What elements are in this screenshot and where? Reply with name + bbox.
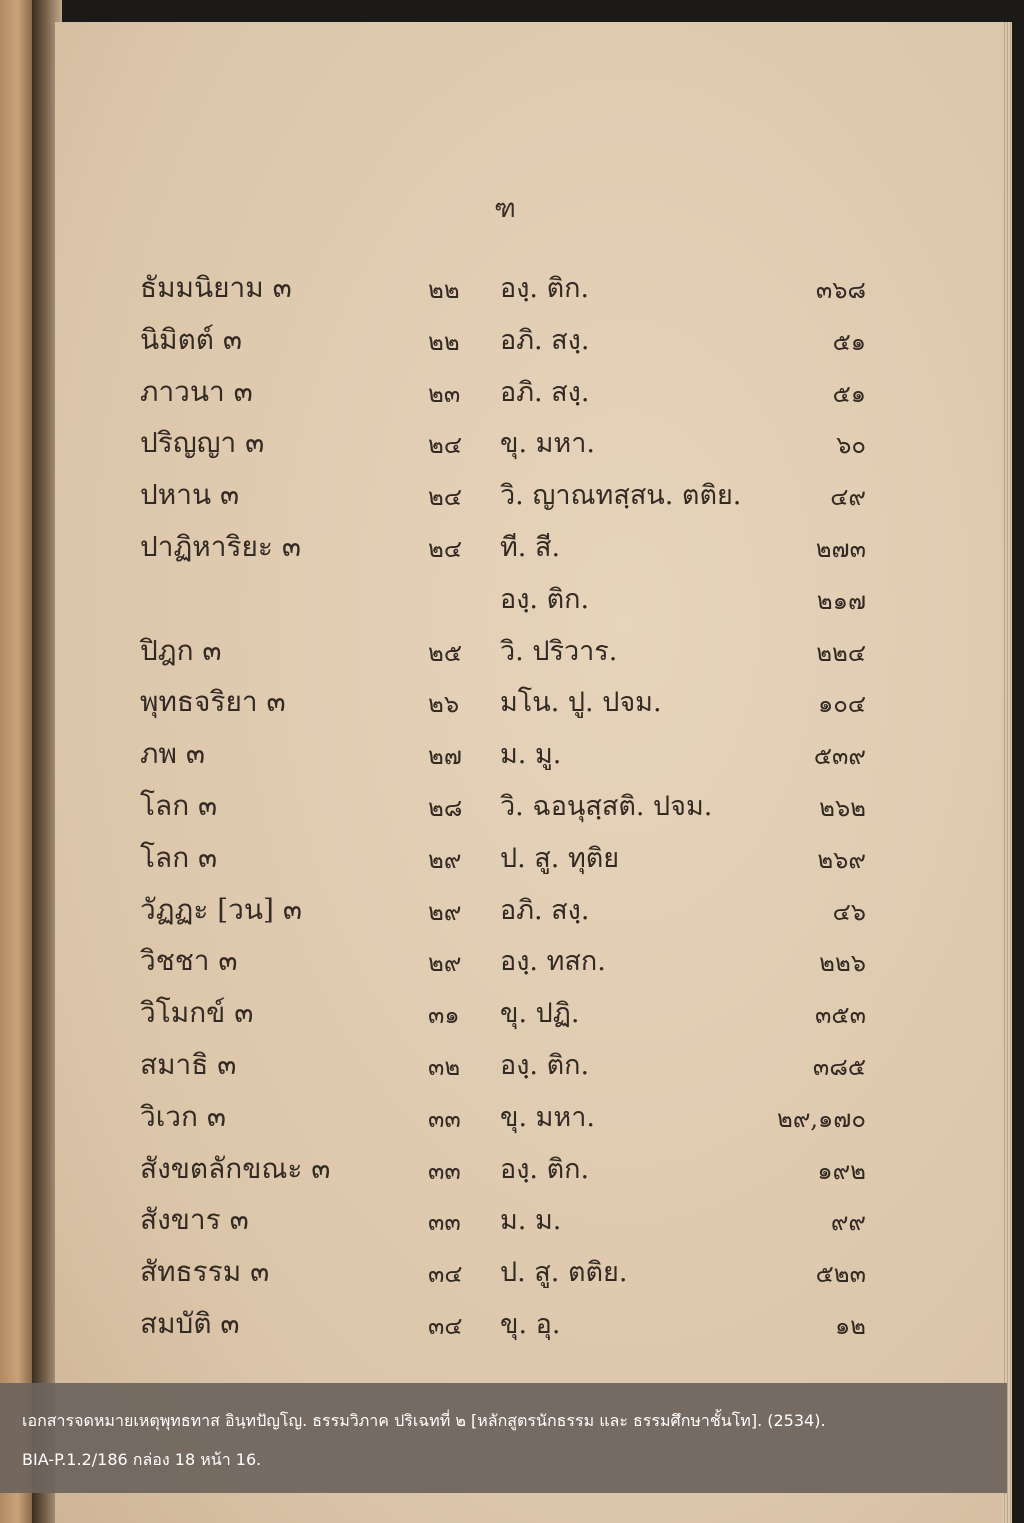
source-reference: วิ. ปริวาร. [500,635,618,667]
table-row [0,366,1024,418]
table-row [0,314,1024,366]
source-page: ๒๖๙ [817,845,866,874]
source-reference: ป. สู. ตติย. [500,1257,628,1289]
index-term: สมาธิ ๓ [140,1047,237,1081]
source-reference: ที. สี. [500,531,561,563]
index-term: ปิฎก ๓ [140,633,222,667]
index-term: วิชชา ๓ [140,944,238,978]
source-reference: อภิ. สงฺ. [500,324,590,356]
index-term: ภพ ๓ [140,737,205,771]
table-row [0,1039,1024,1091]
table-row [0,625,1024,677]
source-reference: มโน. ปู. ปจม. [500,687,662,719]
item-number: ๒๙ [428,949,462,978]
source-page: ๒๖๒ [819,793,866,822]
index-term: โลก ๓ [140,788,218,822]
table-row [0,1246,1024,1298]
source-reference: องฺ. ทสก. [500,946,606,978]
source-reference: องฺ. ติก. [500,1049,590,1081]
source-page: ๑๒ [834,1311,866,1340]
caption-line-2: BIA-P.1.2/186 กล่อง 18 หน้า 16. [22,1450,262,1469]
caption-bar [0,1383,1007,1493]
source-page: ๕๒๓ [815,1260,866,1289]
source-page: ๑๙๒ [817,1156,866,1185]
index-term: วัฏฏะ [วน] ๓ [140,892,303,926]
index-term: ปาฏิหาริยะ ๓ [140,529,301,563]
source-page: ๓๕๓ [815,1001,866,1030]
source-page: ๖๐ [836,431,866,460]
source-page: ๑๐๔ [817,690,866,719]
source-reference: วิ. ฉอนุสฺสติ. ปจม. [500,790,713,822]
page-number: ฑ [494,194,516,224]
index-term: สังขาร ๓ [140,1203,249,1237]
index-table [0,262,1024,1350]
index-term: ปริญญา ๓ [140,426,265,460]
item-number: ๓๓ [428,1156,461,1185]
source-page: ๓๖๘ [815,276,866,304]
item-number: ๒๒ [428,276,460,304]
source-reference: วิ. ญาณทสฺสน. ตติย. [500,480,742,512]
index-term: วิโมกข์ ๓ [140,996,254,1030]
item-number: ๓๔ [428,1260,463,1289]
source-reference: ม. มู. [500,739,562,771]
index-term: โลก ๓ [140,840,218,874]
item-number: ๓๔ [428,1311,463,1340]
item-number: ๒๓ [428,379,461,408]
source-reference: ม. ม. [500,1205,562,1237]
table-row [0,417,1024,469]
source-page: ๒๒๖ [819,949,866,978]
source-page: ๒๑๗ [816,586,866,615]
table-row [0,469,1024,521]
index-term: ภาวนา ๓ [140,374,253,408]
item-number: ๒๔ [428,431,462,460]
index-term: วิเวก ๓ [140,1099,227,1133]
source-reference: ป. สู. ทุติย [500,842,620,874]
index-term: ธัมมนิยาม ๓ [140,271,292,304]
source-page: ๒๒๔ [816,638,866,667]
table-row [0,832,1024,884]
item-number: ๓๓ [428,1208,461,1237]
item-number: ๒๔ [428,534,462,563]
source-reference: ขุ. มหา. [500,1101,595,1133]
source-page: ๒๗๓ [815,534,866,563]
index-term: นิมิตต์ ๓ [140,322,243,356]
source-reference: อภิ. สงฺ. [500,376,590,408]
index-term: สัทธรรม ๓ [140,1255,270,1289]
source-page: ๕๑ [832,379,866,408]
table-row [0,1143,1024,1195]
index-term: พุทธจริยา ๓ [140,685,286,719]
caption-line-1: เอกสารจดหมายเหตุพุทธทาส อินฺทปัญโญ. ธรรมวิภาค ปริเฉทที่ ๒ [หลักสูตรนักธรรม และ ธรรมศึกษาชั้นโท]. (2534). [22,1411,826,1430]
source-page: ๓๘๕ [812,1052,866,1081]
source-page: ๔๙ [830,483,866,512]
index-term: ปหาน ๓ [140,478,240,512]
table-row [0,1298,1024,1350]
item-number: ๒๙ [428,845,462,874]
source-reference: องฺ. ติก. [500,273,590,304]
table-row [0,521,1024,573]
table-row [0,573,1024,625]
source-page: ๒๙,๑๗๐ [777,1104,866,1133]
source-reference: ขุ. ปฏิ. [500,998,580,1030]
source-reference: อภิ. สงฺ. [500,894,590,926]
source-page: ๕๑ [832,327,866,356]
item-number: ๒๕ [428,638,462,667]
item-number: ๓๓ [428,1104,461,1133]
item-number: ๒๙ [428,897,462,926]
table-row [0,935,1024,987]
table-row [0,987,1024,1039]
source-page: ๔๖ [832,897,866,926]
item-number: ๓๒ [428,1052,461,1081]
item-number: ๓๑ [428,1001,460,1030]
source-reference: ขุ. มหา. [500,428,595,460]
item-number: ๒๘ [428,793,463,822]
source-reference: องฺ. ติก. [500,583,590,615]
table-row [0,676,1024,728]
source-reference: องฺ. ติก. [500,1153,590,1185]
table-row [0,884,1024,936]
source-reference: ขุ. อุ. [500,1308,561,1340]
table-row [0,728,1024,780]
source-page: ๙๙ [830,1208,866,1237]
table-row [0,1091,1024,1143]
table-row [0,1194,1024,1246]
source-page: ๕๓๙ [813,742,866,771]
table-row [0,262,1024,314]
item-number: ๒๒ [428,327,460,356]
item-number: ๒๖ [428,690,460,719]
index-term: สังขตลักขณะ ๓ [140,1151,331,1185]
item-number: ๒๔ [428,483,462,512]
table-row [0,780,1024,832]
index-term: สมบัติ ๓ [140,1306,240,1340]
item-number: ๒๗ [428,742,462,771]
